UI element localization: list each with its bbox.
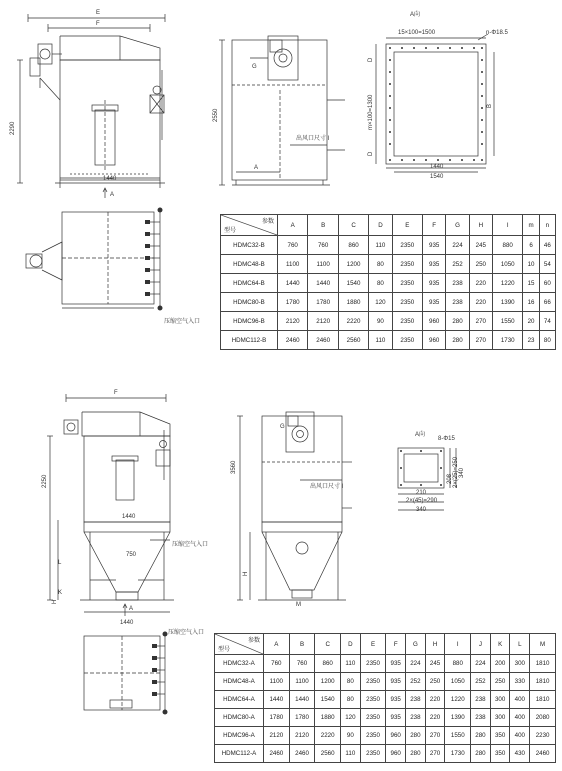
value-cell: 280 bbox=[406, 745, 426, 763]
value-cell: 935 bbox=[386, 673, 406, 691]
table-a-col-header: H bbox=[425, 634, 445, 655]
value-cell: 1540 bbox=[315, 691, 341, 709]
value-cell: 935 bbox=[386, 709, 406, 727]
value-cell: 1390 bbox=[445, 709, 471, 727]
value-cell: 430 bbox=[510, 745, 530, 763]
table-a-corner-cell bbox=[215, 634, 264, 655]
value-cell: 2120 bbox=[264, 727, 290, 745]
table-b-corner-param: 参数 bbox=[261, 219, 274, 225]
a-side-dim-g: G bbox=[280, 424, 285, 430]
value-cell: 238 bbox=[446, 293, 469, 312]
value-cell: 2350 bbox=[392, 312, 422, 331]
table-a-col-header: L bbox=[510, 634, 530, 655]
value-cell: 2460 bbox=[530, 745, 556, 763]
value-cell: 2350 bbox=[360, 655, 386, 673]
value-cell: 860 bbox=[315, 655, 341, 673]
model-cell: HDMC112-B bbox=[221, 331, 278, 350]
spec-table-b bbox=[220, 214, 556, 350]
value-cell: 1200 bbox=[315, 673, 341, 691]
value-cell: 2350 bbox=[392, 331, 422, 350]
value-cell: 280 bbox=[446, 331, 469, 350]
a-plan-view bbox=[84, 632, 168, 715]
value-cell: 2350 bbox=[360, 745, 386, 763]
table-row bbox=[221, 255, 556, 274]
value-cell: 1220 bbox=[493, 274, 523, 293]
a-front-dim-height: 2250 bbox=[42, 474, 48, 488]
table-b-col-header: B bbox=[308, 215, 338, 236]
b-side-dim-a: A bbox=[254, 165, 259, 171]
value-cell: 110 bbox=[369, 331, 392, 350]
table-row bbox=[215, 691, 556, 709]
a-flange-dim-290: 2×(45)=290 bbox=[406, 498, 438, 504]
value-cell: 1780 bbox=[264, 709, 290, 727]
table-a-corner-param: 参数 bbox=[247, 638, 260, 644]
value-cell: 80 bbox=[369, 255, 392, 274]
value-cell: 20 bbox=[523, 312, 539, 331]
table-row bbox=[215, 709, 556, 727]
table-row bbox=[221, 312, 556, 331]
value-cell: 80 bbox=[539, 331, 555, 350]
a-side-outlet-label: 出风口尺寸 I bbox=[310, 484, 344, 490]
value-cell: 270 bbox=[425, 745, 445, 763]
table-b-col-header: C bbox=[338, 215, 368, 236]
b-plan-inlet-label: 压缩空气入口 bbox=[164, 319, 201, 325]
value-cell: 250 bbox=[469, 255, 492, 274]
value-cell: 120 bbox=[369, 293, 392, 312]
table-a-col-header: A bbox=[264, 634, 290, 655]
value-cell: 224 bbox=[446, 236, 469, 255]
value-cell: 120 bbox=[341, 709, 361, 727]
value-cell: 23 bbox=[523, 331, 539, 350]
value-cell: 1100 bbox=[289, 673, 315, 691]
value-cell: 300 bbox=[510, 655, 530, 673]
value-cell: 238 bbox=[406, 709, 426, 727]
value-cell: 10 bbox=[523, 255, 539, 274]
value-cell: 238 bbox=[471, 691, 491, 709]
value-cell: 960 bbox=[423, 312, 446, 331]
value-cell: 90 bbox=[369, 312, 392, 331]
value-cell: 238 bbox=[446, 274, 469, 293]
value-cell: 300 bbox=[490, 709, 510, 727]
a-side-dim-m: M bbox=[296, 602, 301, 608]
value-cell: 224 bbox=[471, 655, 491, 673]
value-cell: 2350 bbox=[360, 691, 386, 709]
a-front-arrow-a: A bbox=[129, 606, 134, 612]
a-flange-dim-250: 2×(25)=250 bbox=[453, 456, 459, 488]
model-cell: HDMC80-B bbox=[221, 293, 278, 312]
value-cell: 1050 bbox=[445, 673, 471, 691]
value-cell: 1540 bbox=[338, 274, 368, 293]
b-front-dim-height: 2290 bbox=[10, 121, 16, 135]
value-cell: 960 bbox=[386, 727, 406, 745]
table-a-corner-model: 型号 bbox=[218, 647, 231, 653]
value-cell: 760 bbox=[278, 236, 308, 255]
table-b-corner-model: 型号 bbox=[224, 228, 237, 234]
table-row bbox=[221, 274, 556, 293]
table-b-col-header: A bbox=[278, 215, 308, 236]
table-b-corner-cell bbox=[221, 215, 278, 236]
value-cell: 252 bbox=[446, 255, 469, 274]
b-plan-view bbox=[26, 208, 163, 311]
value-cell: 350 bbox=[490, 745, 510, 763]
value-cell: 1440 bbox=[278, 274, 308, 293]
value-cell: 280 bbox=[446, 312, 469, 331]
value-cell: 1050 bbox=[493, 255, 523, 274]
b-flange-view-label: A向 bbox=[410, 12, 421, 18]
value-cell: 110 bbox=[369, 236, 392, 255]
model-cell: HDMC48-B bbox=[221, 255, 278, 274]
b-front-elevation bbox=[17, 14, 165, 198]
a-flange-dim-210: 210 bbox=[416, 490, 427, 496]
a-flange-dim-340b: 340 bbox=[416, 507, 427, 513]
table-b-col-header: I bbox=[493, 215, 523, 236]
value-cell: 2350 bbox=[360, 709, 386, 727]
b-front-arrow-a: A bbox=[110, 192, 115, 198]
value-cell: 1440 bbox=[264, 691, 290, 709]
table-a-col-header: C bbox=[315, 634, 341, 655]
value-cell: 400 bbox=[510, 727, 530, 745]
value-cell: 220 bbox=[469, 274, 492, 293]
b-flange-side-dim: m×100=1300 bbox=[368, 94, 374, 130]
table-a-col-header: I bbox=[445, 634, 471, 655]
value-cell: 2460 bbox=[308, 331, 338, 350]
value-cell: 200 bbox=[490, 655, 510, 673]
b-side-dim-height: 2550 bbox=[213, 108, 219, 122]
value-cell: 280 bbox=[471, 727, 491, 745]
value-cell: 860 bbox=[338, 236, 368, 255]
value-cell: 245 bbox=[469, 236, 492, 255]
value-cell: 110 bbox=[341, 655, 361, 673]
value-cell: 2080 bbox=[530, 709, 556, 727]
value-cell: 80 bbox=[341, 691, 361, 709]
b-side-dim-g: G bbox=[252, 64, 257, 70]
value-cell: 2350 bbox=[392, 255, 422, 274]
table-a-col-header: E bbox=[360, 634, 386, 655]
value-cell: 2460 bbox=[278, 331, 308, 350]
b-flange-dim-d-bottom: D bbox=[368, 151, 374, 156]
value-cell: 1810 bbox=[530, 655, 556, 673]
value-cell: 220 bbox=[425, 709, 445, 727]
value-cell: 935 bbox=[423, 236, 446, 255]
a-side-dim-height: 3560 bbox=[231, 460, 237, 474]
value-cell: 1780 bbox=[308, 293, 338, 312]
value-cell: 1880 bbox=[338, 293, 368, 312]
value-cell: 1100 bbox=[278, 255, 308, 274]
value-cell: 1100 bbox=[264, 673, 290, 691]
a-front-dim-1440b: 1440 bbox=[120, 620, 134, 626]
value-cell: 2460 bbox=[289, 745, 315, 763]
table-row bbox=[221, 331, 556, 350]
value-cell: 1440 bbox=[308, 274, 338, 293]
value-cell: 2220 bbox=[315, 727, 341, 745]
table-b-col-header: F bbox=[423, 215, 446, 236]
value-cell: 220 bbox=[425, 691, 445, 709]
model-cell: HDMC96-B bbox=[221, 312, 278, 331]
value-cell: 90 bbox=[341, 727, 361, 745]
value-cell: 2230 bbox=[530, 727, 556, 745]
value-cell: 270 bbox=[469, 331, 492, 350]
a-front-dim-750: 750 bbox=[126, 552, 137, 558]
table-b-col-header: E bbox=[392, 215, 422, 236]
table-b-col-header: H bbox=[469, 215, 492, 236]
value-cell: 1810 bbox=[530, 673, 556, 691]
value-cell: 1550 bbox=[445, 727, 471, 745]
model-cell: HDMC48-A bbox=[215, 673, 264, 691]
table-row bbox=[215, 673, 556, 691]
value-cell: 1780 bbox=[278, 293, 308, 312]
value-cell: 935 bbox=[423, 255, 446, 274]
value-cell: 935 bbox=[423, 293, 446, 312]
value-cell: 80 bbox=[369, 274, 392, 293]
value-cell: 46 bbox=[539, 236, 555, 255]
value-cell: 252 bbox=[471, 673, 491, 691]
value-cell: 2350 bbox=[392, 274, 422, 293]
value-cell: 280 bbox=[406, 727, 426, 745]
table-a-col-header: G bbox=[406, 634, 426, 655]
value-cell: 1200 bbox=[338, 255, 368, 274]
value-cell: 238 bbox=[406, 691, 426, 709]
b-flange-dim-b: B bbox=[487, 103, 493, 108]
a-side-dim-h: H bbox=[243, 571, 249, 576]
a-flange-dim-340a: 340 bbox=[459, 467, 465, 478]
value-cell: 1810 bbox=[530, 691, 556, 709]
value-cell: 250 bbox=[425, 673, 445, 691]
a-front-dim-1440: 1440 bbox=[122, 514, 136, 520]
value-cell: 935 bbox=[386, 655, 406, 673]
b-side-outlet-label: 出风口尺寸 I bbox=[296, 136, 330, 142]
table-row bbox=[215, 745, 556, 763]
value-cell: 960 bbox=[423, 331, 446, 350]
value-cell: 760 bbox=[289, 655, 315, 673]
value-cell: 2350 bbox=[360, 673, 386, 691]
value-cell: 270 bbox=[425, 727, 445, 745]
a-plan-inlet-label: 压缩空气入口 bbox=[168, 630, 205, 636]
table-a-col-header: M bbox=[530, 634, 556, 655]
value-cell: 1550 bbox=[493, 312, 523, 331]
model-cell: HDMC80-A bbox=[215, 709, 264, 727]
value-cell: 2350 bbox=[392, 293, 422, 312]
model-cell: HDMC96-A bbox=[215, 727, 264, 745]
value-cell: 238 bbox=[471, 709, 491, 727]
value-cell: 16 bbox=[523, 293, 539, 312]
value-cell: 1730 bbox=[445, 745, 471, 763]
model-cell: HDMC112-A bbox=[215, 745, 264, 763]
value-cell: 1390 bbox=[493, 293, 523, 312]
value-cell: 2560 bbox=[315, 745, 341, 763]
value-cell: 220 bbox=[469, 293, 492, 312]
value-cell: 1780 bbox=[289, 709, 315, 727]
a-front-elevation bbox=[47, 394, 174, 616]
value-cell: 1880 bbox=[315, 709, 341, 727]
b-front-dim-f: F bbox=[96, 21, 100, 27]
table-row bbox=[221, 236, 556, 255]
value-cell: 224 bbox=[406, 655, 426, 673]
b-flange-dim-1440: 1440 bbox=[430, 164, 444, 170]
value-cell: 1730 bbox=[493, 331, 523, 350]
value-cell: 280 bbox=[471, 745, 491, 763]
table-a-col-header: D bbox=[341, 634, 361, 655]
value-cell: 880 bbox=[445, 655, 471, 673]
value-cell: 330 bbox=[510, 673, 530, 691]
a-front-dim-h: H bbox=[52, 599, 58, 604]
value-cell: 2560 bbox=[338, 331, 368, 350]
value-cell: 760 bbox=[264, 655, 290, 673]
table-a-col-header: J bbox=[471, 634, 491, 655]
table-b-col-header: n bbox=[539, 215, 555, 236]
table-row bbox=[221, 293, 556, 312]
model-cell: HDMC32-B bbox=[221, 236, 278, 255]
table-a-col-header: K bbox=[490, 634, 510, 655]
spec-table-a bbox=[214, 633, 556, 763]
value-cell: 74 bbox=[539, 312, 555, 331]
value-cell: 2120 bbox=[308, 312, 338, 331]
a-front-label-l: L bbox=[58, 560, 62, 566]
value-cell: 2460 bbox=[264, 745, 290, 763]
b-front-dim-width: 1440 bbox=[103, 176, 117, 182]
value-cell: 270 bbox=[469, 312, 492, 331]
value-cell: 54 bbox=[539, 255, 555, 274]
table-b-col-header: m bbox=[523, 215, 539, 236]
b-side-elevation bbox=[219, 36, 345, 185]
value-cell: 2350 bbox=[392, 236, 422, 255]
table-row bbox=[215, 727, 556, 745]
a-flange-view-label: A向 bbox=[415, 432, 426, 438]
table-b-col-header: G bbox=[446, 215, 469, 236]
value-cell: 110 bbox=[341, 745, 361, 763]
b-flange-detail bbox=[376, 34, 494, 172]
value-cell: 60 bbox=[539, 274, 555, 293]
a-flange-hole-label: 8-Φ15 bbox=[438, 436, 455, 442]
value-cell: 80 bbox=[341, 673, 361, 691]
b-flange-top-dim: 15×100=1500 bbox=[398, 30, 436, 36]
value-cell: 252 bbox=[406, 673, 426, 691]
table-row bbox=[215, 655, 556, 673]
a-flange-dim-208: 208 bbox=[447, 473, 453, 484]
value-cell: 66 bbox=[539, 293, 555, 312]
a-side-elevation bbox=[237, 412, 352, 600]
a-front-ash-label: 压缩空气入口 bbox=[172, 542, 209, 548]
table-a-col-header: F bbox=[386, 634, 406, 655]
table-b-col-header: D bbox=[369, 215, 392, 236]
b-front-dim-e: E bbox=[96, 10, 101, 16]
value-cell: 2350 bbox=[360, 727, 386, 745]
value-cell: 245 bbox=[425, 655, 445, 673]
value-cell: 960 bbox=[386, 745, 406, 763]
value-cell: 1220 bbox=[445, 691, 471, 709]
table-a-header-row bbox=[215, 634, 556, 655]
value-cell: 1440 bbox=[289, 691, 315, 709]
table-b-header-row bbox=[221, 215, 556, 236]
value-cell: 880 bbox=[493, 236, 523, 255]
value-cell: 935 bbox=[423, 274, 446, 293]
a-front-label-k: K bbox=[58, 590, 63, 596]
b-flange-hole-label: n-Φ18.5 bbox=[486, 30, 508, 36]
value-cell: 400 bbox=[510, 709, 530, 727]
value-cell: 250 bbox=[490, 673, 510, 691]
model-cell: HDMC64-B bbox=[221, 274, 278, 293]
table-a-col-header: B bbox=[289, 634, 315, 655]
model-cell: HDMC32-A bbox=[215, 655, 264, 673]
value-cell: 935 bbox=[386, 691, 406, 709]
value-cell: 300 bbox=[490, 691, 510, 709]
value-cell: 2120 bbox=[289, 727, 315, 745]
value-cell: 350 bbox=[490, 727, 510, 745]
value-cell: 1100 bbox=[308, 255, 338, 274]
a-front-dim-f: F bbox=[114, 390, 118, 396]
model-cell: HDMC64-A bbox=[215, 691, 264, 709]
value-cell: 15 bbox=[523, 274, 539, 293]
value-cell: 400 bbox=[510, 691, 530, 709]
value-cell: 2220 bbox=[338, 312, 368, 331]
value-cell: 760 bbox=[308, 236, 338, 255]
b-flange-dim-1540: 1540 bbox=[430, 174, 444, 180]
value-cell: 2120 bbox=[278, 312, 308, 331]
b-flange-dim-d-top: D bbox=[368, 57, 374, 62]
value-cell: 6 bbox=[523, 236, 539, 255]
